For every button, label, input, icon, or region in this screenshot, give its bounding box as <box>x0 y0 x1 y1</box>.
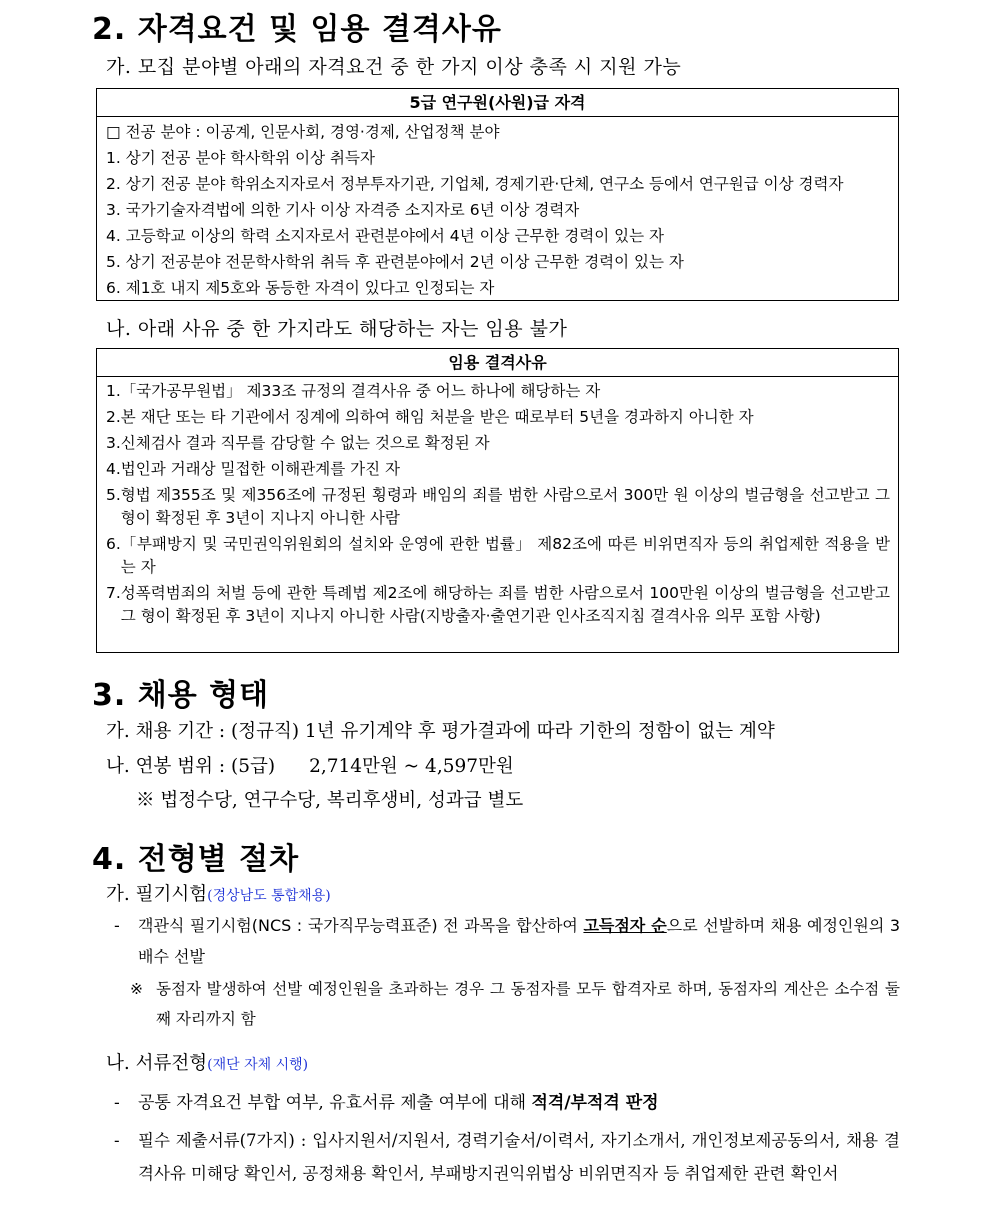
qualification-field: □ 전공 분야 : 이공계, 인문사회, 경영·경제, 산업정책 분야 <box>106 123 500 141</box>
document-screening-heading: 나. 서류전형(재단 자체 시행) <box>106 1053 309 1074</box>
tie-note: ※ 동점자 발생하여 선발 예정인원을 초과하는 경우 그 동점자를 모두 합격자로 하며, 동점자의 계산은 소수점 둘째 자리까지 함 <box>130 980 900 1028</box>
section-2-sub-na: 나. 아래 사유 중 한 가지라도 해당하는 자는 임용 불가 <box>106 318 568 340</box>
qualification-table <box>96 88 899 301</box>
disqualification-item: 7. 성폭력범죄의 처벌 등에 관한 특례법 제2조에 해당하는 죄를 범한 사람으로서 100만원 이상의 벌금형을 선고받고 그 형이 확정된 후 3년이 지나지 아니한 사람(지방출자·출연기관 인사조직지침 결격사유 의무 포함 사항) <box>106 583 890 625</box>
disqualification-item: 6. 「부패방지 및 국민권익위원회의 설치와 운영에 관한 법률」 제82조에 따른 비위면직자 등의 취업제한 적용을 받는 자 <box>106 534 890 576</box>
disqualification-item: 1. 「국가공무원법」 제33조 규정의 결격사유 중 어느 하나에 해당하는 자 <box>106 381 601 400</box>
section-4-title: 4. 전형별 절차 <box>92 842 300 877</box>
disqualification-item: 4. 법인과 거래상 밀접한 이해관계를 가진 자 <box>106 459 400 478</box>
qualification-item: 2. 상기 전공 분야 학위소지자로서 정부투자기관, 기업체, 경제기관·단체, 연구소 등에서 연구원급 이상 경력자 <box>106 175 844 193</box>
written-exam-heading: 가. 필기시험(경상남도 통합채용) <box>106 884 331 905</box>
qualification-item: 4. 고등학교 이상의 학력 소지자로서 관련분야에서 4년 이상 근무한 경력이 있는 자 <box>106 227 664 245</box>
written-exam-note: (경상남도 통합채용) <box>207 888 331 904</box>
disqualification-table-header: 임용 결격사유 <box>97 349 898 377</box>
qualification-item: 6. 제1호 내지 제5호와 동등한 자격이 있다고 인정되는 자 <box>106 279 495 297</box>
emphasis-highscore: 고득점자 순 <box>583 916 667 935</box>
disqualification-table <box>96 348 899 653</box>
salary-note: ※ 법정수당, 연구수당, 복리후생비, 성과급 별도 <box>136 790 524 811</box>
disqualification-item: 3. 신체검사 결과 직무를 감당할 수 없는 것으로 확정된 자 <box>106 433 490 452</box>
qualification-table-header: 5급 연구원(사원)급 자격 <box>97 89 898 117</box>
required-documents: - 필수 제출서류(7가지) : 입사지원서/지원서, 경력기술서/이력서, 자기소개서, 개인정보제공동의서, 채용 결격사유 미해당 확인서, 공정채용 확인서, 부패방지권익위법상 비위면직자 등 취업제한 관련 확인서 <box>114 1131 900 1183</box>
qualification-item: 3. 국가기술자격법에 의한 기사 이상 자격증 소지자로 6년 이상 경력자 <box>106 201 580 219</box>
section-2-title: 2. 자격요건 및 임용 결격사유 <box>92 12 502 47</box>
section-2-sub-ga: 가. 모집 분야별 아래의 자격요건 중 한 가지 이상 충족 시 지원 가능 <box>106 56 682 78</box>
document-screening-note: (재단 자체 시행) <box>207 1057 309 1073</box>
qualification-item: 5. 상기 전공분야 전문학사학위 취득 후 관련분야에서 2년 이상 근무한 경력이 있는 자 <box>106 253 684 271</box>
disqualification-item: 2. 본 재단 또는 타 기관에서 징계에 의하여 해임 처분을 받은 때로부터 5년을 경과하지 아니한 자 <box>106 407 754 426</box>
employment-period: 가. 채용 기간 : (정규직) 1년 유기계약 후 평가결과에 따라 기한의 정함이 없는 계약 <box>106 721 775 742</box>
document-screening-detail: - 공통 자격요건 부합 여부, 유효서류 제출 여부에 대해 적격/부적격 판정 <box>114 1093 659 1113</box>
disqualification-item: 5. 형법 제355조 및 제356조에 규정된 횡령과 배임의 죄를 범한 사람으로서 300만 원 이상의 벌금형을 선고받고 그 형이 확정된 후 3년이 지나지 아니한 사람 <box>106 485 890 527</box>
salary-range: 나. 연봉 범위 : (5급) 2,714만원 ~ 4,597만원 <box>106 756 514 777</box>
section-3-title: 3. 채용 형태 <box>92 678 270 713</box>
qualification-item: 1. 상기 전공 분야 학사학위 이상 취득자 <box>106 149 375 167</box>
written-exam-detail: - 객관식 필기시험(NCS : 국가직무능력표준) 전 과목을 합산하여 고득점자 순으로 선발하며 채용 예정인원의 3배수 선발 <box>114 916 901 966</box>
